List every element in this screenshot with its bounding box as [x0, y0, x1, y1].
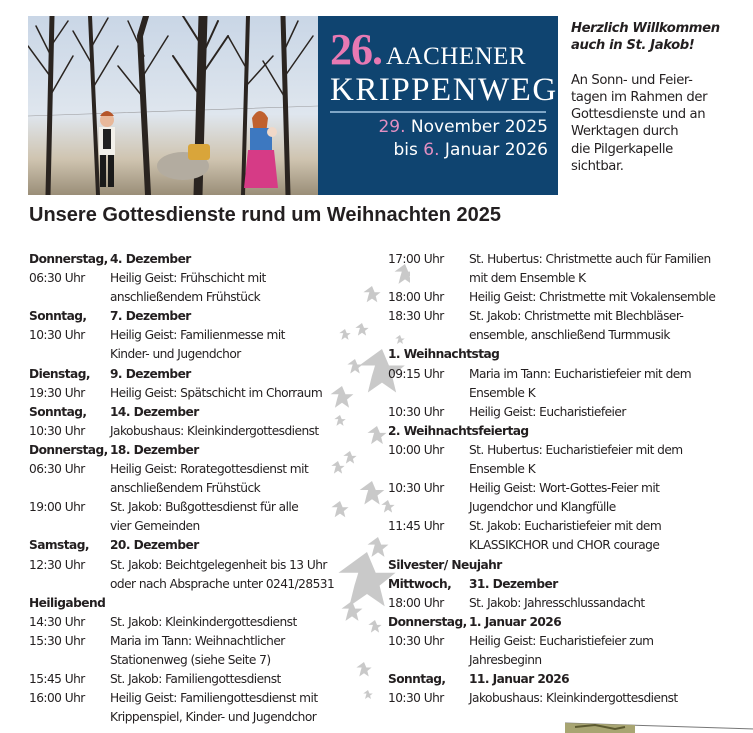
service-description: St. Jakob: Kleinkindergottesdienst [110, 614, 297, 629]
time-label: 11:45 Uhr [388, 519, 444, 534]
schedule-entry [388, 517, 753, 536]
time-label [29, 479, 110, 498]
weekday-label: Donnerstag, [388, 614, 467, 629]
service-description: St. Jakob: Christmette mit Blechbläser- [469, 309, 684, 324]
edition-number: 26. [330, 25, 382, 74]
schedule-section-heading [388, 556, 753, 575]
service-description: Heilig Geist: Frühschicht mit [110, 271, 266, 286]
banner-title-aachener: AACHENER [386, 43, 527, 70]
schedule-entry [29, 288, 369, 307]
service-description: Ensemble K [469, 462, 536, 477]
section-label: 1. Weihnachtstag [388, 347, 500, 362]
time-label: 18:30 Uhr [388, 309, 444, 324]
welcome-text: Werktagen durch [571, 124, 679, 140]
time-label: 06:30 Uhr [29, 462, 85, 477]
schedule-entry [388, 460, 753, 479]
service-description: Jugendchor und Klangfülle [469, 500, 616, 515]
page-title: Unsere Gottesdienste rund um Weihnachten 2025 [29, 204, 501, 226]
service-description: Heilig Geist: Familiengottesdienst mit [110, 691, 318, 706]
welcome-box [571, 20, 749, 175]
time-label [29, 708, 110, 727]
schedule-entry [388, 594, 753, 613]
weekday-label: Sonntag, [29, 404, 87, 419]
service-description: Heilig Geist: Wort-Gottes-Feier mit [469, 481, 660, 496]
time-label: 10:30 Uhr [388, 481, 444, 496]
service-description: Krippenspiel, Kinder- und Jugendchor [110, 710, 317, 725]
time-label: 16:00 Uhr [29, 691, 85, 706]
time-label: 10:30 Uhr [388, 691, 444, 706]
time-label: 12:30 Uhr [29, 557, 85, 572]
banner-title-panel [318, 16, 558, 195]
schedule-entry [29, 326, 369, 345]
weekday-label: Sonntag, [29, 309, 87, 324]
schedule-entry [29, 575, 369, 594]
weekday-label: Samstag, [29, 538, 89, 553]
time-label: 09:15 Uhr [388, 366, 444, 381]
schedule-entry [29, 498, 369, 517]
schedule-entry [388, 632, 753, 651]
weekday-label: Mittwoch, [388, 576, 452, 591]
nativity-painting-image [28, 16, 318, 195]
service-description: mit dem Ensemble K [469, 271, 586, 286]
krippenweg-banner [28, 16, 558, 195]
schedule-date-heading [388, 613, 753, 632]
date-label: 1. Januar 2026 [469, 614, 562, 629]
time-label: 10:30 Uhr [388, 633, 444, 648]
service-description: anschließendem Frühstück [110, 481, 261, 496]
service-description: Ensemble K [469, 385, 536, 400]
time-label: 14:30 Uhr [29, 614, 85, 629]
date-label: 18. Dezember [110, 442, 199, 457]
time-label [388, 536, 469, 555]
date-label: 11. Januar 2026 [469, 672, 570, 687]
welcome-heading-2: auch in St. Jakob! [571, 38, 695, 54]
weekday-label: Dienstag, [29, 366, 90, 381]
schedule-entry [388, 250, 753, 269]
schedule-entry [29, 613, 369, 632]
schedule-entry [29, 345, 369, 364]
time-label: 10:30 Uhr [29, 423, 85, 438]
service-description: Heilig Geist: Spätschicht im Chorraum [110, 385, 323, 400]
time-label: 18:00 Uhr [388, 595, 444, 610]
schedule-date-heading [29, 441, 369, 460]
schedule-entry [388, 651, 753, 670]
schedule-entry [388, 288, 753, 307]
time-label [388, 269, 469, 288]
schedule-entry [29, 460, 369, 479]
schedule-entry [29, 269, 369, 288]
service-description: St. Jakob: Beichtgelegenheit bis 13 Uhr [110, 557, 327, 572]
schedule-entry [388, 498, 753, 517]
service-description: oder nach Absprache unter 0241/28531 [110, 576, 335, 591]
service-description: Kinder- und Jugendchor [110, 347, 241, 362]
welcome-text: tagen im Rahmen der [571, 89, 708, 105]
banner-title-line2: KRIPPENWEG [330, 72, 558, 108]
schedule-date-heading [29, 307, 369, 326]
schedule-entry [388, 689, 753, 708]
date-label: 20. Dezember [110, 538, 199, 553]
schedule-entry [29, 422, 369, 441]
section-label: 2. Weihnachtsfeiertag [388, 423, 529, 438]
schedule-entry [29, 479, 369, 498]
schedule-left-column [29, 250, 369, 727]
service-description: vier Gemeinden [110, 519, 200, 534]
service-description: Maria im Tann: Weihnachtlicher [110, 633, 285, 648]
time-label: 06:30 Uhr [29, 271, 85, 286]
banner-date-start: 29. November 2025 [378, 117, 548, 137]
time-label: 19:30 Uhr [29, 385, 85, 400]
service-description: Heilig Geist: Rorategottesdienst mit [110, 462, 309, 477]
section-label: Heiligabend [29, 595, 106, 610]
service-description: Heilig Geist: Eucharistiefeier zum [469, 633, 654, 648]
schedule-entry [29, 689, 369, 708]
time-label [388, 498, 469, 517]
time-label: 18:00 Uhr [388, 290, 444, 305]
banner-title-line1 [330, 24, 526, 75]
service-description: Jakobushaus: Kleinkindergottesdienst [469, 691, 678, 706]
service-description: St. Hubertus: Christmette auch für Familien [469, 252, 711, 266]
schedule-entry [388, 441, 753, 460]
service-description: Stationenweg (siehe Seite 7) [110, 652, 271, 667]
schedule-date-heading [29, 250, 369, 269]
service-description: Maria im Tann: Eucharistiefeier mit dem [469, 366, 692, 381]
service-description: St. Jakob: Familiengottesdienst [110, 672, 281, 687]
date-label: 14. Dezember [110, 404, 199, 419]
schedule-date-heading [29, 403, 369, 422]
time-label [388, 326, 469, 345]
schedule-date-heading [388, 575, 753, 594]
schedule-entry [29, 651, 369, 670]
service-description: Jakobushaus: Kleinkindergottesdienst [110, 423, 319, 438]
time-label [29, 288, 110, 307]
time-label [29, 517, 110, 536]
figures [99, 111, 278, 188]
service-description: St. Jakob: Eucharistiefeier mit dem [469, 519, 662, 534]
time-label [29, 575, 110, 594]
service-description: St. Hubertus: Eucharistiefeier mit dem [469, 442, 683, 457]
service-description: Jahresbeginn [469, 652, 542, 667]
service-description: St. Jakob: Bußgottesdienst für alle [110, 500, 299, 515]
time-label: 10:30 Uhr [29, 328, 85, 343]
schedule-entry [388, 326, 753, 345]
welcome-text: Gottesdienste und an [571, 107, 706, 123]
welcome-heading-1: Herzlich Willkommen [571, 21, 720, 36]
schedule-right-column [388, 250, 753, 708]
time-label: 10:00 Uhr [388, 442, 444, 457]
section-label: Silvester/ Neujahr [388, 557, 502, 572]
schedule-entry [388, 403, 753, 422]
time-label [388, 384, 469, 403]
time-label: 15:45 Uhr [29, 672, 85, 687]
date-label: 31. Dezember [469, 576, 558, 591]
service-description: anschließendem Frühstück [110, 290, 261, 305]
service-description: Heilig Geist: Christmette mit Vokalensemble [469, 290, 716, 305]
schedule-entry [388, 269, 753, 288]
weekday-label: Donnerstag, [29, 252, 108, 266]
welcome-text: An Sonn- und Feier- [571, 72, 693, 88]
welcome-text: sichtbar. [571, 159, 624, 175]
date-label: 4. Dezember [110, 252, 191, 266]
schedule-section-heading [388, 422, 753, 441]
time-label: 10:30 Uhr [388, 404, 444, 419]
schedule-entry [388, 384, 753, 403]
welcome-text: die Pilgerkapelle [571, 141, 673, 157]
schedule-entry [388, 479, 753, 498]
schedule-date-heading [388, 670, 753, 689]
time-label [388, 651, 469, 670]
schedule-date-heading [29, 365, 369, 384]
schedule-entry [388, 307, 753, 326]
schedule-entry [388, 365, 753, 384]
weekday-label: Donnerstag, [29, 442, 108, 457]
date-label: 9. Dezember [110, 366, 191, 381]
weekday-label: Sonntag, [388, 672, 446, 687]
banner-divider [330, 111, 546, 113]
time-label [29, 345, 110, 364]
service-description: KLASSIKCHOR und CHOR courage [469, 538, 660, 553]
schedule-entry [388, 536, 753, 555]
photo-fragment-image [565, 719, 753, 733]
time-label: 15:30 Uhr [29, 633, 85, 648]
schedule-section-heading [29, 594, 369, 613]
schedule-entry [29, 384, 369, 403]
service-description: St. Jakob: Jahresschlussandacht [469, 595, 645, 610]
service-description: ensemble, anschließend Turmmusik [469, 328, 670, 343]
forest-figures-illustration [28, 16, 318, 195]
time-label [29, 651, 110, 670]
time-label: 17:00 Uhr [388, 252, 444, 266]
schedule-entry [29, 670, 369, 689]
date-label: 7. Dezember [110, 309, 191, 324]
banner-date-end: bis 6. Januar 2026 [393, 140, 548, 160]
schedule-entry [29, 632, 369, 651]
schedule-date-heading [29, 536, 369, 555]
service-description: Heilig Geist: Eucharistiefeier [469, 404, 626, 419]
schedule-section-heading [388, 345, 753, 364]
schedule-entry [29, 708, 369, 727]
schedule-entry [29, 556, 369, 575]
time-label [388, 460, 469, 479]
schedule-entry [29, 517, 369, 536]
service-description: Heilig Geist: Familienmesse mit [110, 328, 285, 343]
time-label: 19:00 Uhr [29, 500, 85, 515]
